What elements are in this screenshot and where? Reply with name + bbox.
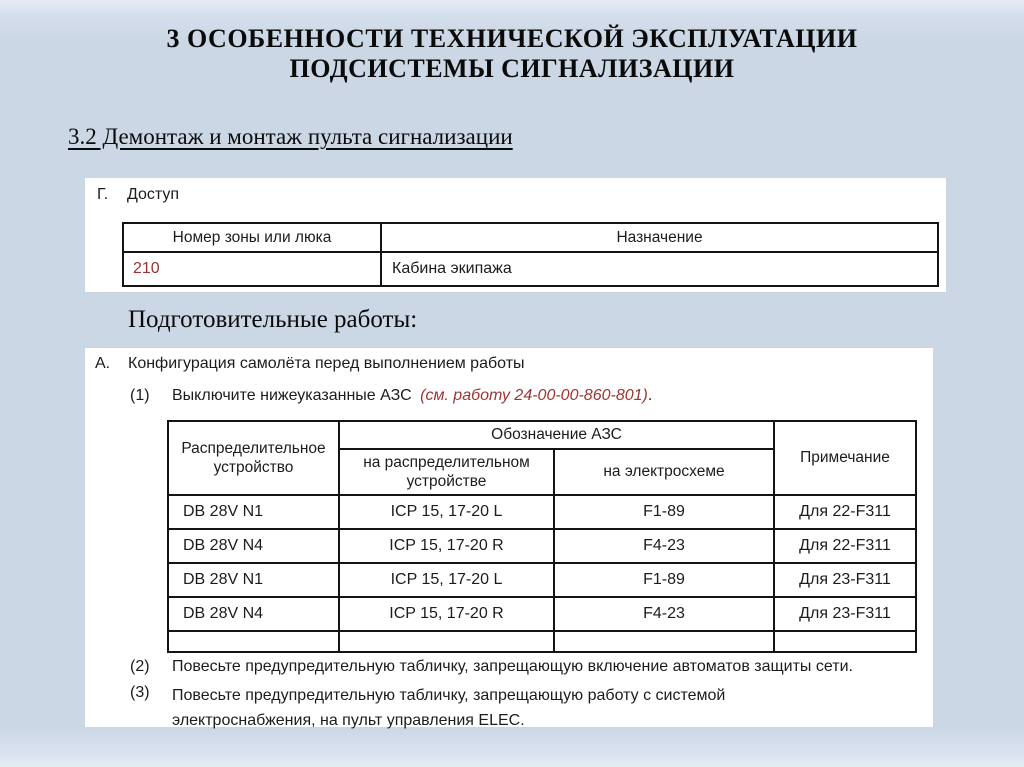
config-label: Конфигурация самолёта перед выполнением работы (128, 355, 525, 372)
azs-row-1 (168, 495, 916, 529)
azs-spacer-row (168, 631, 916, 652)
azs-cell: F1-89 (554, 495, 774, 529)
access-table-header-row (123, 223, 938, 252)
step2-number: (2) (130, 658, 150, 675)
step1-number: (1) (130, 387, 150, 404)
azs-table (167, 420, 917, 653)
azs-subheader-schematic: на электросхеме (554, 449, 774, 495)
prep-heading: Подготовительные работы: (128, 306, 418, 333)
access-purpose-value: Кабина экипажа (381, 252, 938, 286)
step3-text: Повесьте предупредительную табличку, запрещающую работу с системой электроснабжения, на пульт управления ELEC. (172, 687, 726, 729)
section-subtitle: 3.2 Демонтаж и монтаж пульта сигнализации (68, 124, 513, 149)
azs-col4-header: Примечание (774, 421, 916, 495)
step2-text: Повесьте предупредительную табличку, запрещающую включение автоматов защиты сети. (172, 658, 853, 675)
slide-title-line2: ПОДСИСТЕМЫ СИГНАЛИЗАЦИИ (289, 54, 735, 83)
azs-cell: ICP 15, 17-20 R (339, 597, 554, 631)
azs-group-header: Обозначение АЗС (339, 421, 774, 449)
step3-number: (3) (130, 684, 150, 701)
azs-cell: ICP 15, 17-20 L (339, 495, 554, 529)
step1-reference: (см. работу 24-00-00-860-801) (420, 387, 648, 404)
step1-text (172, 387, 652, 405)
access-table (122, 222, 939, 287)
access-zone-value: 210 (123, 252, 381, 286)
azs-empty-cell (554, 631, 774, 652)
azs-cell: Для 22-F311 (774, 495, 916, 529)
access-label: Доступ (127, 186, 180, 203)
azs-subheader-device: на распределительном устройстве (339, 449, 554, 495)
azs-cell: F4-23 (554, 597, 774, 631)
access-panel (85, 178, 946, 292)
azs-empty-cell (774, 631, 916, 652)
azs-cell: DB 28V N1 (168, 563, 339, 597)
azs-row-2 (168, 529, 916, 563)
azs-row-3 (168, 563, 916, 597)
config-panel (85, 348, 933, 727)
config-letter: А. (95, 355, 111, 372)
azs-header-row1 (168, 421, 916, 449)
azs-col1-header: Распределительное устройство (168, 421, 339, 495)
azs-cell: DB 28V N4 (168, 597, 339, 631)
azs-empty-cell (168, 631, 339, 652)
access-col-header-purpose: Назначение (381, 223, 938, 252)
azs-cell: DB 28V N1 (168, 495, 339, 529)
azs-empty-cell (339, 631, 554, 652)
slide-title-line1: 3 ОСОБЕННОСТИ ТЕХНИЧЕСКОЙ ЭКСПЛУАТАЦИИ (166, 24, 858, 53)
slide-title (0, 24, 1024, 84)
step1-instruction: Выключите нижеуказанные АЗС (172, 387, 412, 404)
access-col-header-zone: Номер зоны или люка (123, 223, 381, 252)
azs-cell: Для 22-F311 (774, 529, 916, 563)
azs-cell: F1-89 (554, 563, 774, 597)
azs-cell: Для 23-F311 (774, 597, 916, 631)
azs-cell: F4-23 (554, 529, 774, 563)
access-table-row (123, 252, 938, 286)
azs-cell: DB 28V N4 (168, 529, 339, 563)
access-letter: Г. (97, 186, 109, 203)
step1-suffix: . (647, 387, 653, 404)
azs-cell: Для 23-F311 (774, 563, 916, 597)
azs-row-4 (168, 597, 916, 631)
azs-cell: ICP 15, 17-20 R (339, 529, 554, 563)
azs-cell: ICP 15, 17-20 L (339, 563, 554, 597)
